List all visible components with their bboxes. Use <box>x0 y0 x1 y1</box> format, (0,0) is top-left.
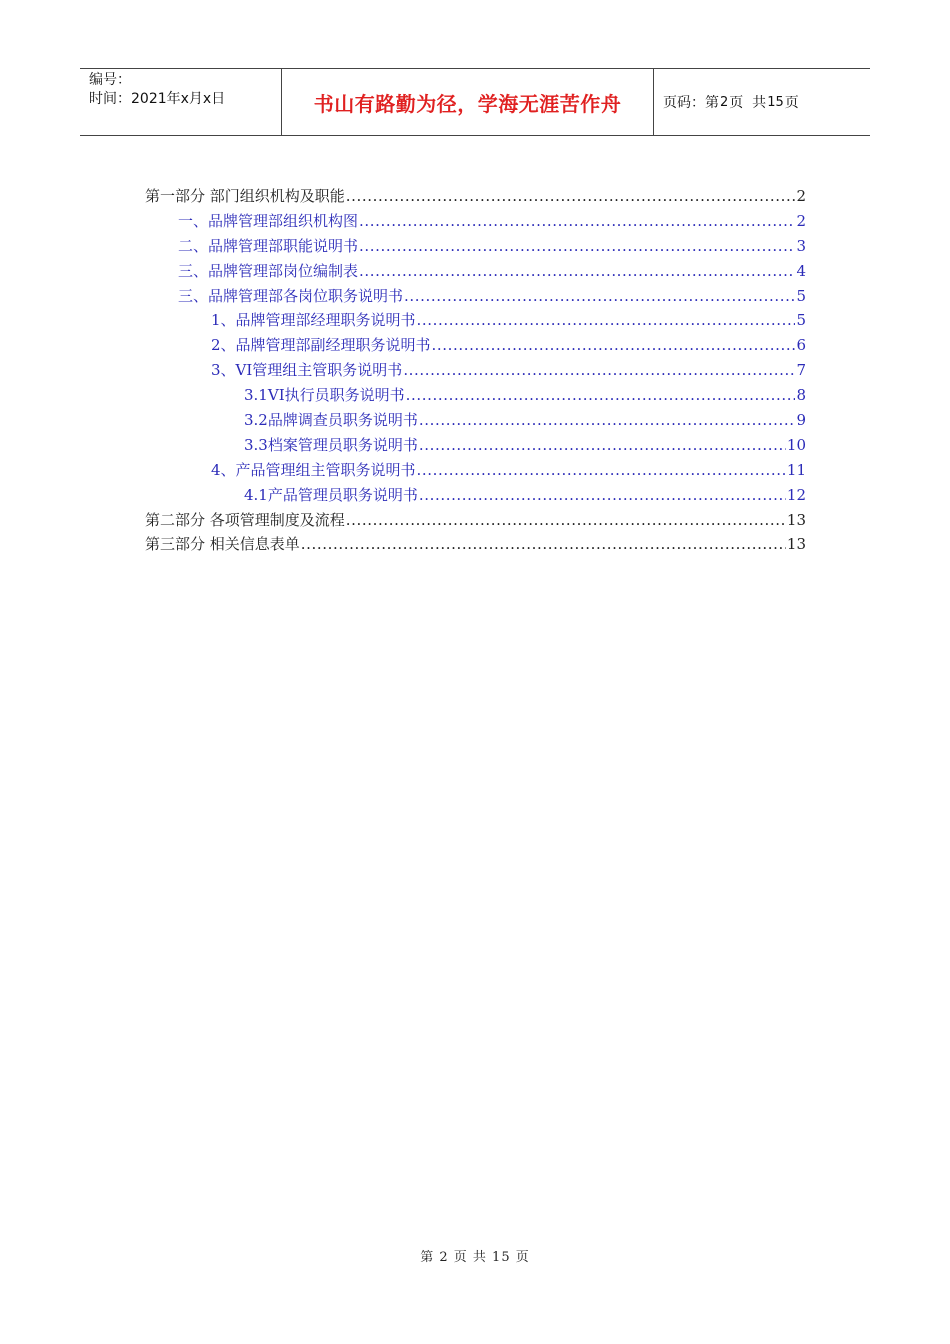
toc-entry-title: 4、产品管理组主管职务说明书 <box>211 460 416 479</box>
toc-entry-title: 4.1产品管理员职务说明书 <box>244 485 418 504</box>
table-of-contents <box>145 184 806 557</box>
toc-entry[interactable] <box>145 408 806 433</box>
toc-entry[interactable] <box>145 259 806 284</box>
toc-dot-leader <box>346 508 786 533</box>
toc-entry-page: 11 <box>786 460 806 479</box>
toc-entry-page: 5 <box>796 311 806 330</box>
toc-entry-page: 9 <box>796 411 806 430</box>
toc-entry-title: 三、品牌管理部各岗位职务说明书 <box>178 286 404 305</box>
page-total: 15 <box>767 94 784 110</box>
document-header <box>80 68 870 136</box>
toc-entry[interactable] <box>145 458 806 483</box>
toc-entry[interactable] <box>145 433 806 458</box>
page-suffix: 页 <box>784 95 799 111</box>
toc-entry-title: 二、品牌管理部职能说明书 <box>178 236 359 255</box>
toc-entry[interactable] <box>145 284 806 309</box>
toc-entry[interactable] <box>145 508 806 533</box>
toc-entry-title: 第一部分 部门组织机构及职能 <box>145 187 345 205</box>
toc-dot-leader <box>419 433 786 458</box>
toc-entry[interactable] <box>145 483 806 508</box>
toc-entry-page: 2 <box>796 211 806 230</box>
header-motto-cell <box>281 69 654 135</box>
toc-entry[interactable] <box>145 358 806 383</box>
toc-entry[interactable] <box>145 184 806 209</box>
toc-dot-leader <box>359 209 795 234</box>
toc-entry[interactable] <box>145 333 806 358</box>
toc-entry-title: 3.2品牌调查员职务说明书 <box>244 411 418 430</box>
toc-entry-page: 12 <box>786 485 806 504</box>
toc-entry-title: 第二部分 各项管理制度及流程 <box>145 510 345 529</box>
toc-dot-leader <box>404 284 795 309</box>
toc-entry-page: 7 <box>796 361 806 380</box>
toc-dot-leader <box>346 184 796 209</box>
toc-dot-leader <box>419 483 786 508</box>
toc-entry-title: 一、品牌管理部组织机构图 <box>178 211 359 230</box>
toc-entry-title: 2、品牌管理部副经理职务说明书 <box>211 336 431 355</box>
toc-entry-page: 10 <box>786 435 806 454</box>
toc-dot-leader <box>301 532 786 557</box>
toc-entry-title: 3.1VI执行员职务说明书 <box>244 386 405 405</box>
toc-entry-page: 2 <box>796 187 806 205</box>
toc-entry-page: 4 <box>796 261 806 280</box>
toc-dot-leader <box>417 308 796 333</box>
toc-dot-leader <box>359 234 795 259</box>
toc-entry-title: 第三部分 相关信息表单 <box>145 535 300 554</box>
toc-entry[interactable] <box>145 308 806 333</box>
header-page-indicator <box>654 69 870 135</box>
toc-entry-page: 13 <box>786 510 806 529</box>
toc-entry-title: 1、品牌管理部经理职务说明书 <box>211 311 416 330</box>
toc-entry-title: 3.3档案管理员职务说明书 <box>244 435 418 454</box>
page-prefix: 页码：第 <box>663 95 719 111</box>
page-current: 2 <box>720 94 729 110</box>
toc-dot-leader <box>417 458 786 483</box>
number-label: 编号： <box>89 72 131 88</box>
toc-dot-leader <box>359 259 795 284</box>
page-footer: 第 2 页 共 15 页 <box>420 1250 530 1265</box>
toc-dot-leader <box>419 408 796 433</box>
page-mid: 页 共 <box>729 95 767 111</box>
toc-entry[interactable] <box>145 234 806 259</box>
toc-entry[interactable] <box>145 209 806 234</box>
toc-dot-leader <box>432 333 796 358</box>
toc-dot-leader <box>403 358 795 383</box>
date-label: 时间：2021年x月x日 <box>89 91 226 107</box>
toc-entry-page: 13 <box>786 535 806 554</box>
toc-entry-title: 3、VI管理组主管职务说明书 <box>211 361 403 380</box>
toc-entry[interactable] <box>145 383 806 408</box>
toc-entry[interactable] <box>145 532 806 557</box>
toc-entry-page: 6 <box>796 336 806 355</box>
toc-entry-page: 5 <box>796 286 806 305</box>
toc-entry-title: 三、品牌管理部岗位编制表 <box>178 261 359 280</box>
toc-dot-leader <box>406 383 796 408</box>
header-meta <box>80 69 281 135</box>
toc-entry-page: 3 <box>796 236 806 255</box>
toc-entry-page: 8 <box>796 386 806 405</box>
header-motto: 书山有路勤为径，学海无涯苦作舟 <box>313 91 622 116</box>
